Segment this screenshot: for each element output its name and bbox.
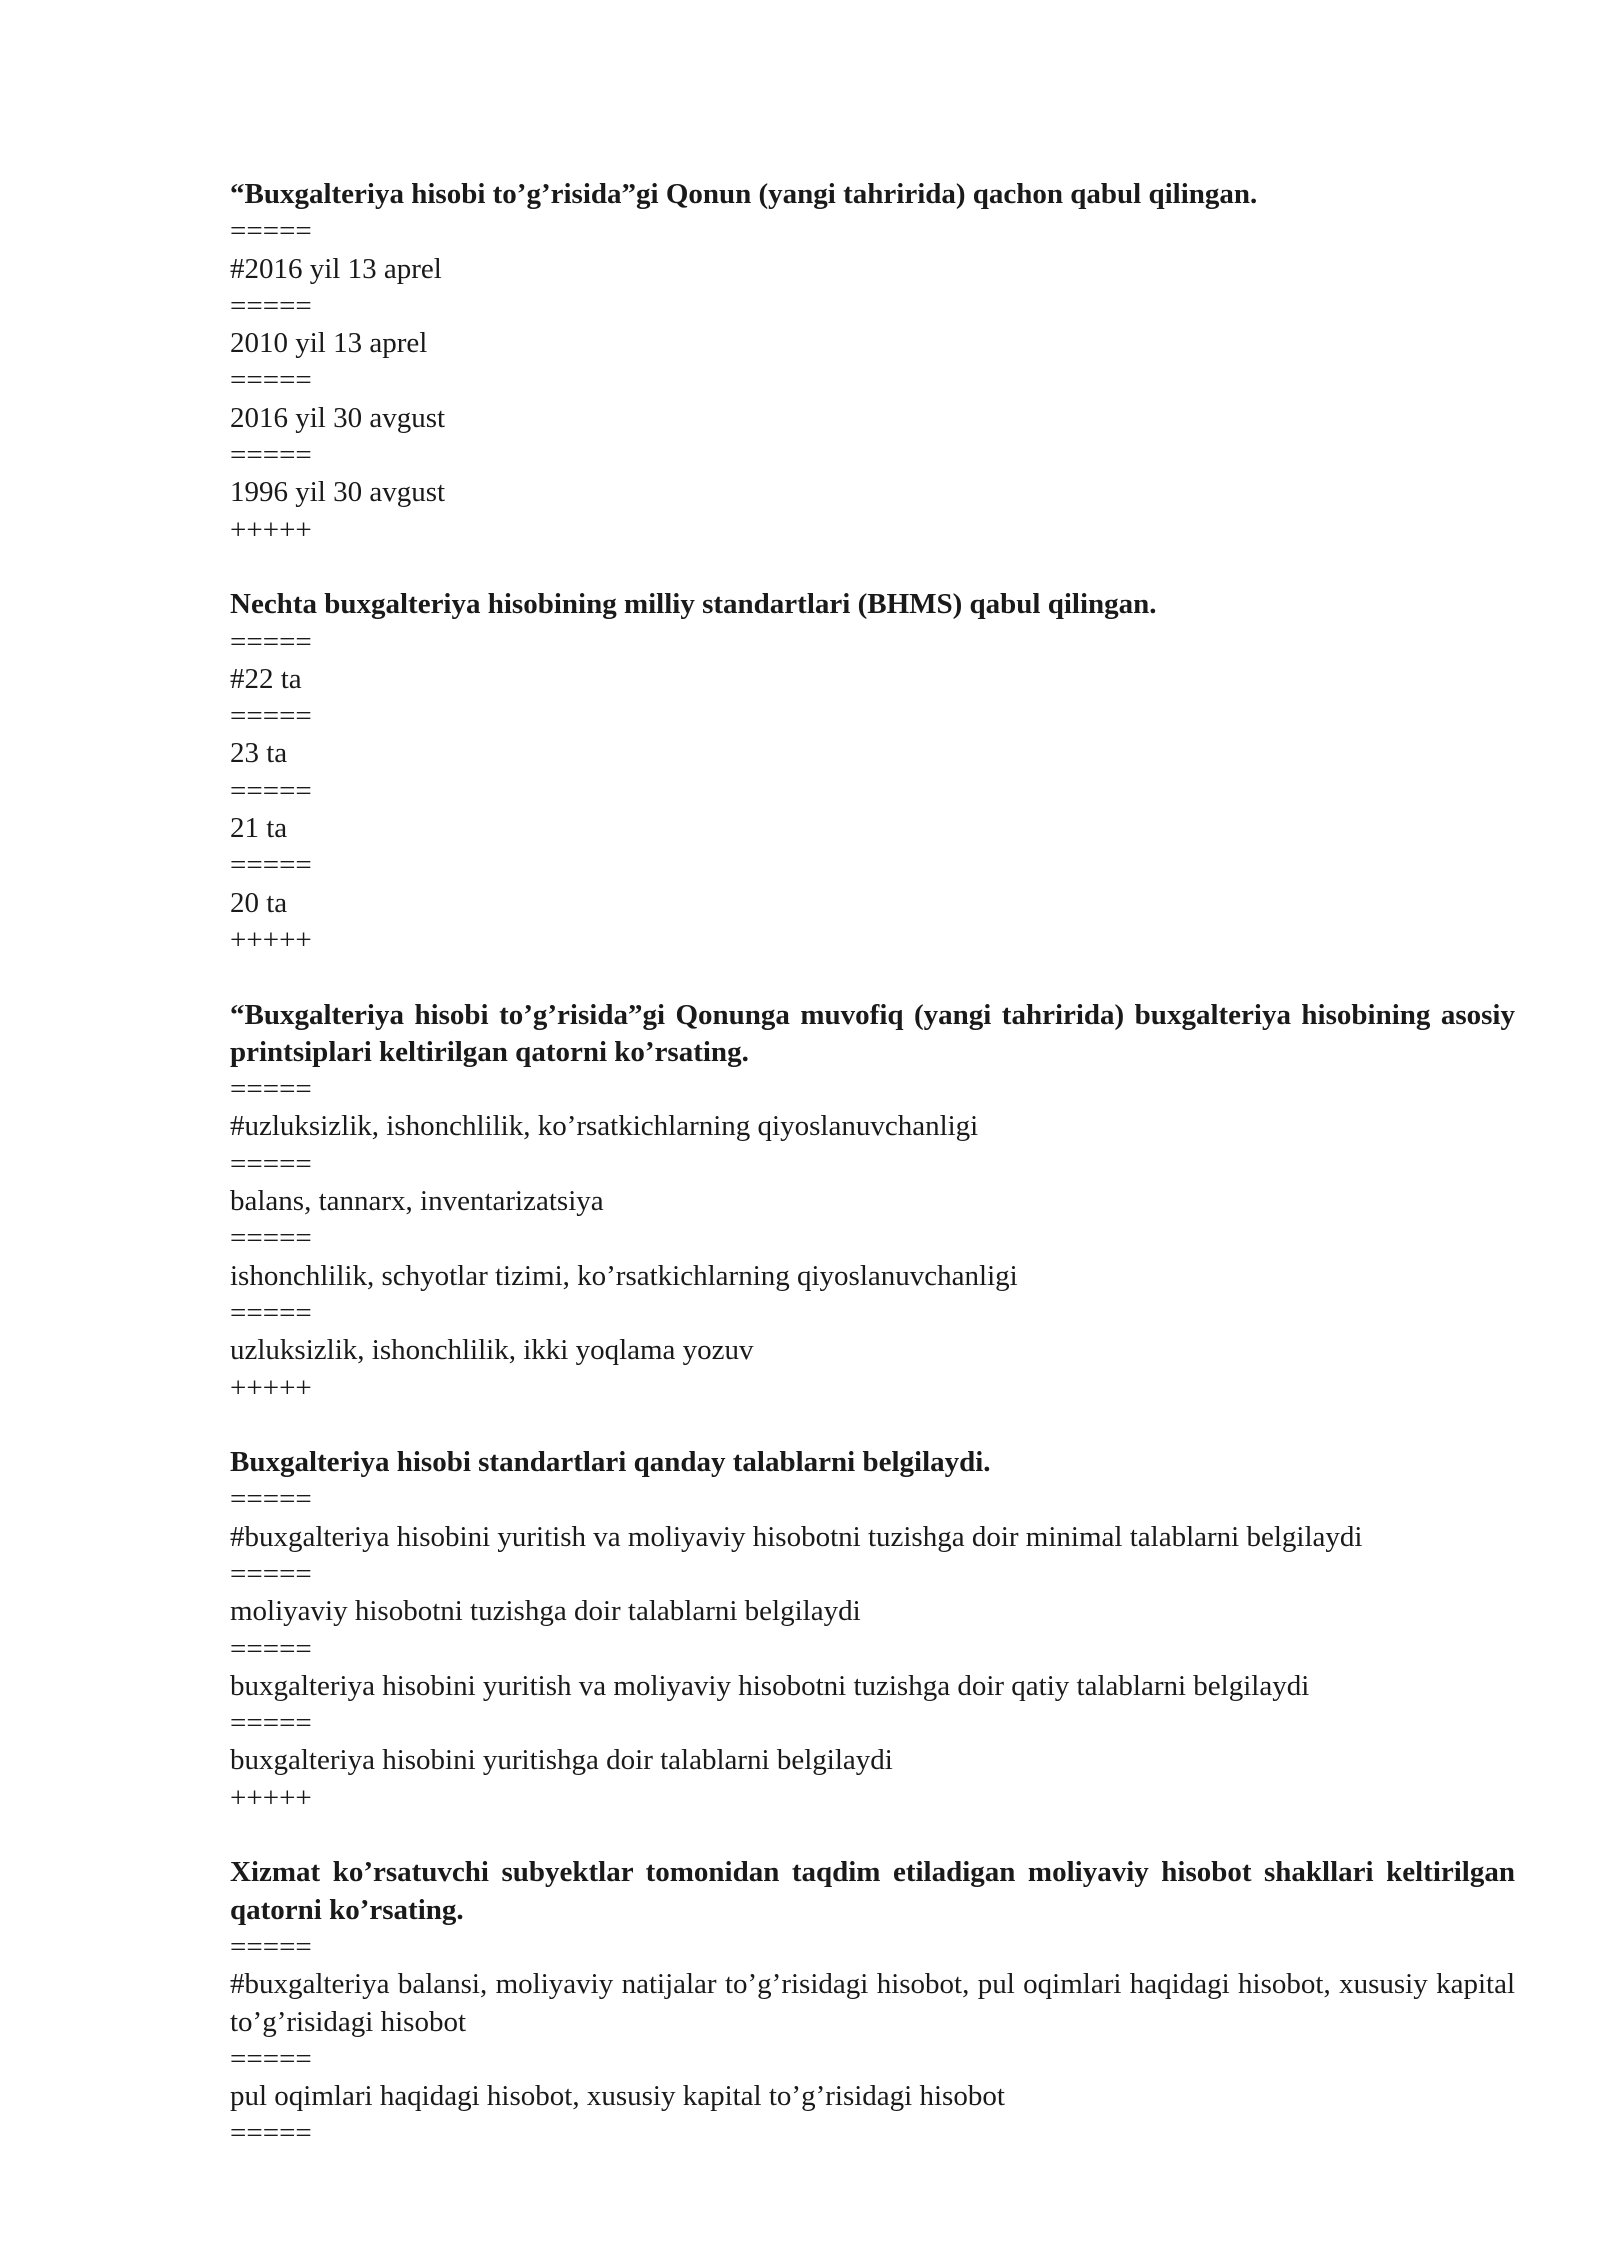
question-block-3 — [230, 997, 1515, 1407]
question-text: “Buxgalteriya hisobi to’g’risida”gi Qonun (yangi tahririda) qachon qabul qilingan. — [230, 178, 1258, 210]
separator: ===== — [230, 2117, 312, 2150]
separator: ===== — [230, 1707, 312, 1740]
separator: ===== — [230, 1222, 312, 1255]
separator: ===== — [230, 289, 312, 322]
answer-option: #buxgalteriya hisobini yuritish va moliyaviy hisobotni tuzishga doir minimal talablarni belgilaydi — [230, 1520, 1363, 1553]
separator: ===== — [230, 215, 312, 248]
answer-option: 23 ta — [230, 737, 288, 770]
answer-option: balans, tannarx, inventarizatsiya — [230, 1185, 604, 1218]
document-page — [230, 176, 1515, 2190]
separator: ===== — [230, 849, 312, 882]
end-marker: +++++ — [230, 923, 312, 956]
answer-option: #uzluksizlik, ishonchlilik, ko’rsatkichlarning qiyoslanuvchanligi — [230, 1110, 979, 1143]
answer-option: buxgalteriya hisobini yuritishga doir talablarni belgilaydi — [230, 1744, 893, 1777]
answer-option: moliyaviy hisobotni tuzishga doir talablarni belgilaydi — [230, 1595, 861, 1628]
end-marker: +++++ — [230, 1371, 312, 1404]
answer-option: uzluksizlik, ishonchlilik, ikki yoqlama yozuv — [230, 1334, 754, 1367]
question-text: Buxgalteriya hisobi standartlari qanday talablarni belgilaydi. — [230, 1446, 991, 1479]
question-text: Nechta buxgalteriya hisobining milliy standartlari (BHMS) qabul qilingan. — [230, 588, 1157, 621]
answer-option: pul oqimlari haqidagi hisobot, xususiy kapital to’g’risidagi hisobot — [230, 2080, 1005, 2113]
question-block-1 — [230, 176, 1515, 549]
separator: ===== — [230, 1296, 312, 1329]
end-marker: +++++ — [230, 1781, 312, 1814]
separator: ===== — [230, 625, 312, 658]
separator: ===== — [230, 1930, 312, 1963]
question-block-5 — [230, 1854, 1515, 2152]
question-block-4 — [230, 1444, 1515, 1817]
question-text: Xizmat ko’rsatuvchi subyektlar tomonidan taqdim etiladigan moliyaviy hisobot shakllari keltirilgan qatorni ko’rsating. — [230, 1856, 1515, 1926]
question-block-2 — [230, 586, 1515, 959]
answer-option: 20 ta — [230, 886, 288, 919]
question-text: “Buxgalteriya hisobi to’g’risida”gi Qonunga muvofiq (yangi tahririda) buxgalteriya hisobining asosiy printsiplari keltirilgan qatorni ko’rsating. — [230, 998, 1515, 1068]
separator: ===== — [230, 1632, 312, 1665]
answer-option: #22 ta — [230, 662, 302, 695]
separator: ===== — [230, 1483, 312, 1516]
answer-option: #buxgalteriya balansi, moliyaviy natijalar to’g’risidagi hisobot, pul oqimlari haqidagi hisobot, xususiy kapital to’g’risidagi hisobot — [230, 1968, 1515, 2038]
separator: ===== — [230, 439, 312, 472]
separator: ===== — [230, 2042, 312, 2075]
separator: ===== — [230, 364, 312, 397]
answer-option: 1996 yil 30 avgust — [230, 476, 446, 509]
answer-option: #2016 yil 13 aprel — [230, 252, 442, 285]
answer-option: 2010 yil 13 aprel — [230, 327, 428, 360]
answer-option: 2016 yil 30 avgust — [230, 401, 446, 434]
separator: ===== — [230, 1147, 312, 1180]
separator: ===== — [230, 700, 312, 733]
end-marker: +++++ — [230, 513, 312, 546]
answer-option: buxgalteriya hisobini yuritish va moliyaviy hisobotni tuzishga doir qatiy talablarni belgilaydi — [230, 1669, 1310, 1702]
answer-option: ishonchlilik, schyotlar tizimi, ko’rsatkichlarning qiyoslanuvchanligi — [230, 1259, 1018, 1292]
separator: ===== — [230, 1557, 312, 1590]
separator: ===== — [230, 1073, 312, 1106]
answer-option: 21 ta — [230, 812, 288, 845]
separator: ===== — [230, 774, 312, 807]
